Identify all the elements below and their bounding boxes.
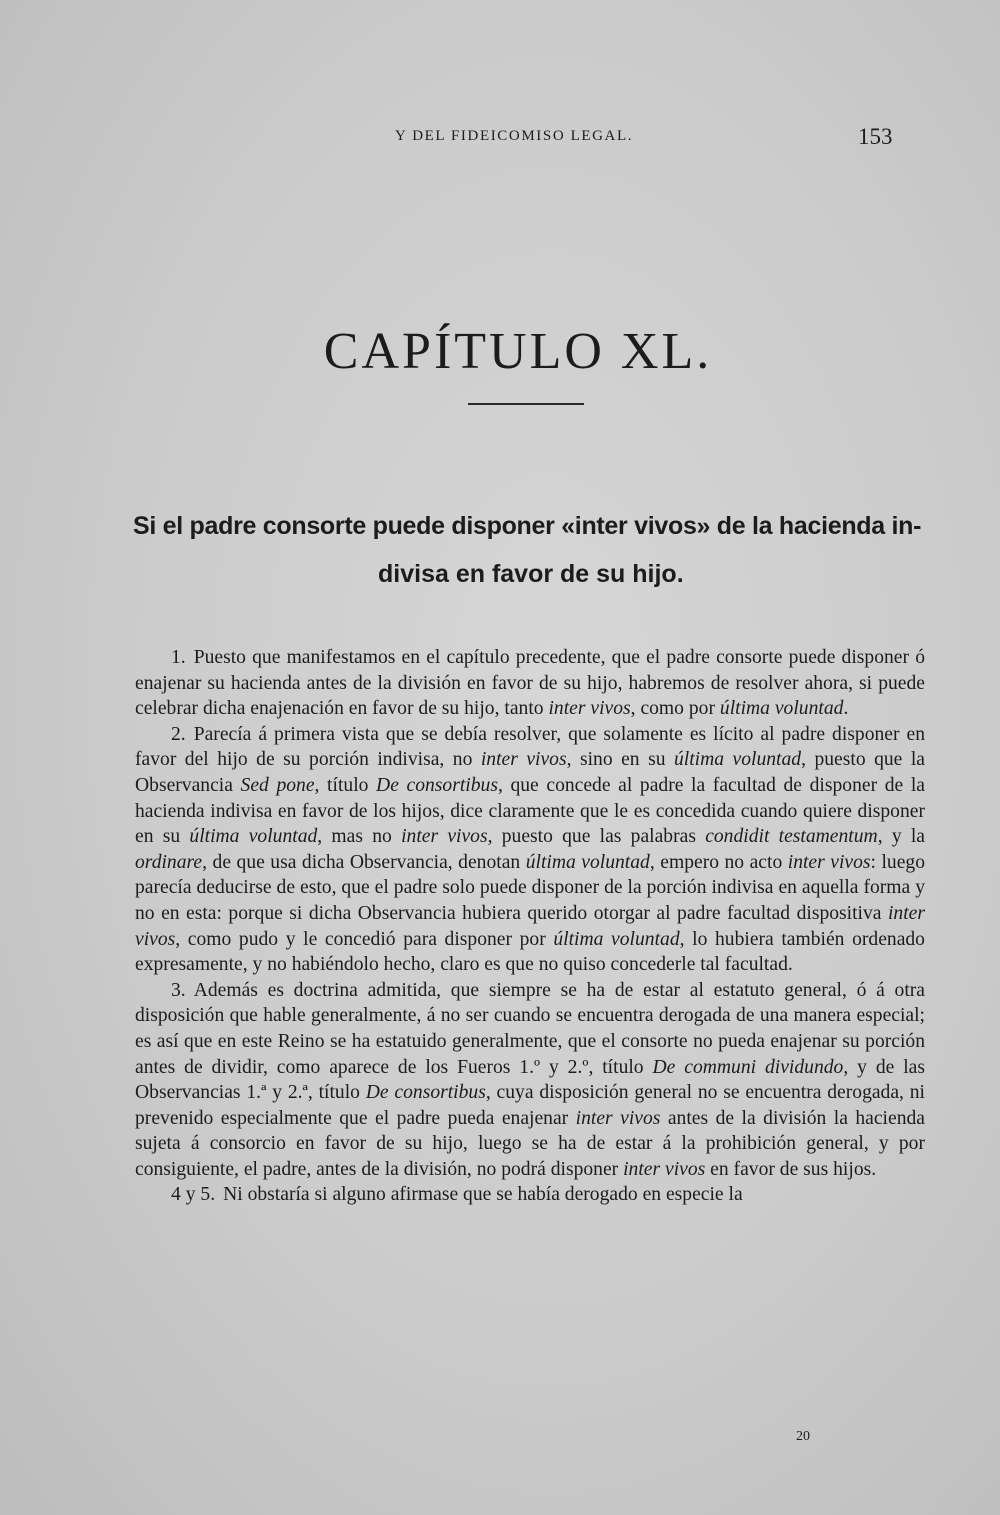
title-divider-rule: [468, 403, 584, 405]
italic-term: Sed pone: [240, 774, 315, 796]
text-run: : luego parecía deducirse de esto, que el padre solo puede disponer de la porción indivisa en aquella forma y no en esta: porque si dicha Observancia hubiera querido otorgar al padre facultad dispositiva: [135, 851, 925, 924]
italic-term: De consortibus: [376, 774, 498, 796]
paragraph: [135, 645, 925, 722]
signature-mark: 20: [796, 1429, 810, 1444]
text-run: , puesto que las palabras: [487, 826, 706, 848]
italic-term: ordinare: [135, 851, 203, 873]
paragraph: [135, 722, 925, 978]
paragraph-number: 4 y 5.: [171, 1184, 216, 1206]
text-run: en favor de sus hijos.: [705, 1158, 877, 1180]
chapter-title: CAPÍTULO XL.: [323, 323, 713, 380]
text-run: , puesto que la Observancia: [135, 749, 925, 796]
italic-term: inter vivos: [623, 1158, 706, 1180]
text-run: Parecía á primera vista que se debía resolver, que solamente es lícito al padre disponer en favor del hijo de su porción indivisa, no: [135, 723, 925, 771]
text-run: , empero no acto: [649, 851, 788, 873]
text-run: , como pudo y le concedió para disponer por: [175, 928, 554, 950]
text-run: , que concede al padre la facultad de disponer de la hacienda indivisa en favor de los hijos, dice claramente que le es concedida cuando quiere disponer en su: [135, 774, 925, 848]
text-run: Puesto que manifestamos en el capítulo precedente, que el padre consorte puede disponer ó enajenar su hacienda antes de la división en favor de su hijo, habremos de resolver ahora, si puede celebrar dicha enajenación en favor de su hijo, tanto: [135, 647, 925, 720]
italic-term: De communi dividundo: [652, 1056, 844, 1078]
text-run: , como por: [630, 698, 720, 720]
text-run: , mas no: [317, 826, 402, 848]
italic-term: última voluntad: [673, 749, 802, 771]
running-head: [0, 124, 1000, 154]
chapter-summary-line: divisa en favor de su hijo.: [378, 560, 684, 588]
italic-term: inter vivos: [480, 749, 567, 771]
italic-term: última voluntad: [189, 826, 318, 848]
chapter-summary: [133, 502, 923, 598]
italic-term: inter vivos: [575, 1107, 661, 1129]
italic-term: inter vivos: [787, 851, 871, 873]
italic-term: De consortibus: [365, 1082, 486, 1104]
italic-term: inter vivos: [548, 698, 631, 720]
paragraph-number: 1.: [171, 647, 186, 668]
text-run: , sino en su: [566, 749, 674, 771]
italic-term: última voluntad: [525, 851, 650, 873]
text-run: antes de la división la hacienda sujeta á consorcio en favor de su hijo, luego se ha de estar á la prohibición general, y por consiguiente, el padre, antes de la división, no podrá disponer: [135, 1107, 925, 1180]
text-run: , y la: [877, 826, 926, 848]
page-number: 153: [858, 124, 893, 149]
italic-term: inter vivos: [401, 826, 488, 848]
text-run: , y de las Observancias 1.ª y 2.ª, título: [135, 1056, 925, 1104]
text-run: , de que usa dicha Observancia, denotan: [202, 851, 526, 873]
text-run: Además es doctrina admitida, que siempre se ha de estar al estatuto general, ó á otra disposición que hable generalmente, á no ser cuando se encuentra derogada de una manera especial; es así que en este Reino se ha estatuido generalmente, que el consorte no pueda enajenar su porción antes de dividir, como aparece de los Fueros 1.º y 2.º, título: [135, 979, 925, 1078]
italic-term: condidit testamentum: [705, 826, 878, 848]
chapter-summary-line: Si el padre consorte puede disponer «inter vivos» de la hacienda in-: [133, 512, 922, 540]
text-run: , cuya disposición general no se encuentra derogada, ni prevenido especialmente que el padre pueda enajenar: [135, 1082, 925, 1129]
text-run: , lo hubiera también ordenado expresamente, y no habiéndolo hecho, claro es que no quiso concederle tal facultad.: [135, 928, 925, 976]
italic-term: inter vivos: [135, 902, 925, 950]
paragraph-number: 2.: [171, 723, 186, 745]
text-run: .: [843, 698, 849, 720]
italic-term: última voluntad: [553, 928, 680, 950]
italic-term: última voluntad: [719, 698, 844, 720]
paragraph: [135, 1182, 925, 1208]
running-title: Y DEL FIDEICOMISO LEGAL.: [395, 128, 634, 144]
text-run: , título: [314, 774, 377, 796]
text-run: Ni obstaría si alguno afirmase que se había derogado en especie la: [223, 1184, 743, 1206]
paragraph: [135, 978, 925, 1183]
paragraph-number: 3.: [171, 979, 186, 1001]
body-text: [135, 645, 925, 1208]
